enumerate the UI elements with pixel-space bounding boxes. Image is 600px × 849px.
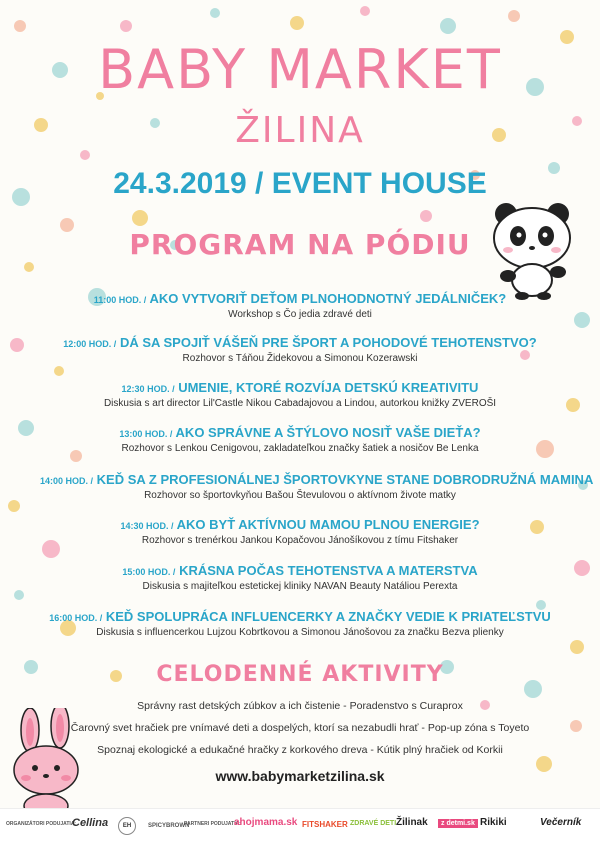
partner-logo[interactable]: z detmi.sk xyxy=(438,819,478,828)
program-desc: Rozhovor s Táňou Židekovou a Simonou Kozerawski xyxy=(182,353,418,364)
program-title: AKO SPRÁVNE A ŠTÝLOVO NOSIŤ VAŠE DIEŤA? xyxy=(175,425,481,440)
program-time: 12:00 HOD. / xyxy=(63,339,117,349)
panda-illustration xyxy=(486,200,578,300)
organizer-logo[interactable]: SPICYBROWN xyxy=(148,823,190,829)
program-time: 12:30 HOD. / xyxy=(121,384,175,394)
website-link[interactable]: www.babymarketzilina.sk xyxy=(215,768,385,784)
event-title: BABY MARKET xyxy=(98,38,502,101)
program-title: AKO VYTVORIŤ DEŤOM PLNOHODNOTNÝ JEDÁLNIČEK? xyxy=(149,291,507,306)
program-item xyxy=(40,291,560,320)
program-item xyxy=(40,563,560,592)
program-time: 14:00 HOD. / xyxy=(40,476,94,486)
program-item xyxy=(40,335,560,364)
program-item xyxy=(40,380,560,409)
program-heading: PROGRAM NA PÓDIU xyxy=(129,228,471,261)
event-date-venue: 24.3.2019 / EVENT HOUSE xyxy=(113,167,487,200)
program-desc: Diskusia s art director Lil'Castle Nikou Cabadajovou a Lindou, autorkou knižky ZVEROŠI xyxy=(103,398,497,409)
program-item xyxy=(40,517,560,546)
activity-item: Správny rast detských zúbkov a ich čistenie - Poradenstvo s Curaprox xyxy=(137,700,463,712)
event-city: ŽILINA xyxy=(235,110,365,151)
organizer-logo[interactable]: EH xyxy=(118,817,136,835)
activity-item: Čarovný svet hračiek pre vnímavé deti a dospelých, ktorí sa nezabudli hrať - Pop-up zóna s Toyeto xyxy=(70,722,530,734)
sponsor-footer xyxy=(0,808,600,849)
partner-logo[interactable]: FITSHAKER xyxy=(302,820,348,829)
activities-heading: CELODENNÉ AKTIVITY xyxy=(156,662,444,687)
program-desc: Rozhovor s Lenkou Cenigovou, zakladateľkou značky šatiek a nosičov Be Lenka xyxy=(121,443,479,454)
program-desc: Rozhovor so športovkyňou Bašou Števulovou o aktívnom živote matky xyxy=(144,490,456,501)
program-title: KEĎ SA Z PROFESIONÁLNEJ ŠPORTOVKYNE STANE DOBRODRUŽNÁ MAMINA xyxy=(96,472,594,487)
partner-logo[interactable]: Rikiki xyxy=(480,817,507,828)
program-title: KEĎ SPOLUPRÁCA INFLUENCERKY A ZNAČKY VEDIE K PRIATEĽSTVU xyxy=(105,609,551,624)
program-title: DÁ SA SPOJIŤ VÁŠEŇ PRE ŠPORT A POHODOVÉ TEHOTENSTVO? xyxy=(119,335,537,350)
organizer-logo[interactable]: Cellina xyxy=(72,817,109,829)
program-time: 13:00 HOD. / xyxy=(119,429,173,439)
program-time: 14:30 HOD. / xyxy=(120,521,174,531)
program-item xyxy=(40,425,560,454)
program-time: 11:00 HOD. / xyxy=(93,295,147,305)
program-title: AKO BYŤ AKTÍVNOU MAMOU PLNOU ENERGIE? xyxy=(176,517,480,532)
partners-label: PARTNERI PODUJATIA: xyxy=(184,821,241,827)
program-time: 16:00 HOD. / xyxy=(49,613,103,623)
program-item xyxy=(40,472,594,501)
program-desc: Diskusia s majiteľkou estetickej kliniky NAVAN Beauty Natáliou Perexta xyxy=(142,581,458,592)
partner-logo[interactable]: ahojmama.sk xyxy=(234,817,298,828)
program-title: UMENIE, KTORÉ ROZVÍJA DETSKÚ KREATIVITU xyxy=(178,380,479,395)
partner-logo[interactable]: Večerník xyxy=(540,817,582,828)
program-desc: Rozhovor s trenérkou Jankou Kopačovou Jánošíkovou z tímu Fitshaker xyxy=(141,535,459,546)
organizers-label: ORGANIZÁTORI PODUJATIA: xyxy=(6,821,77,827)
program-title: KRÁSNA POČAS TEHOTENSTVA A MATERSTVA xyxy=(179,563,478,578)
program-desc: Diskusia s influencerkou Lujzou Kobrtkovou a Simonou Jánošovou za značku Bezva plienky xyxy=(96,627,504,638)
partner-logo[interactable]: ZDRAVÉ DETI xyxy=(350,820,397,827)
bunny-illustration xyxy=(2,708,102,818)
partner-logo[interactable]: Žilinak xyxy=(396,817,428,828)
activity-item: Spoznaj ekologické a edukačné hračky z korkového dreva - Kútik plný hračiek od Korkii xyxy=(97,744,503,756)
program-desc: Workshop s Čo jedia zdravé deti xyxy=(228,309,372,320)
program-item xyxy=(40,609,560,638)
program-time: 15:00 HOD. / xyxy=(122,567,176,577)
